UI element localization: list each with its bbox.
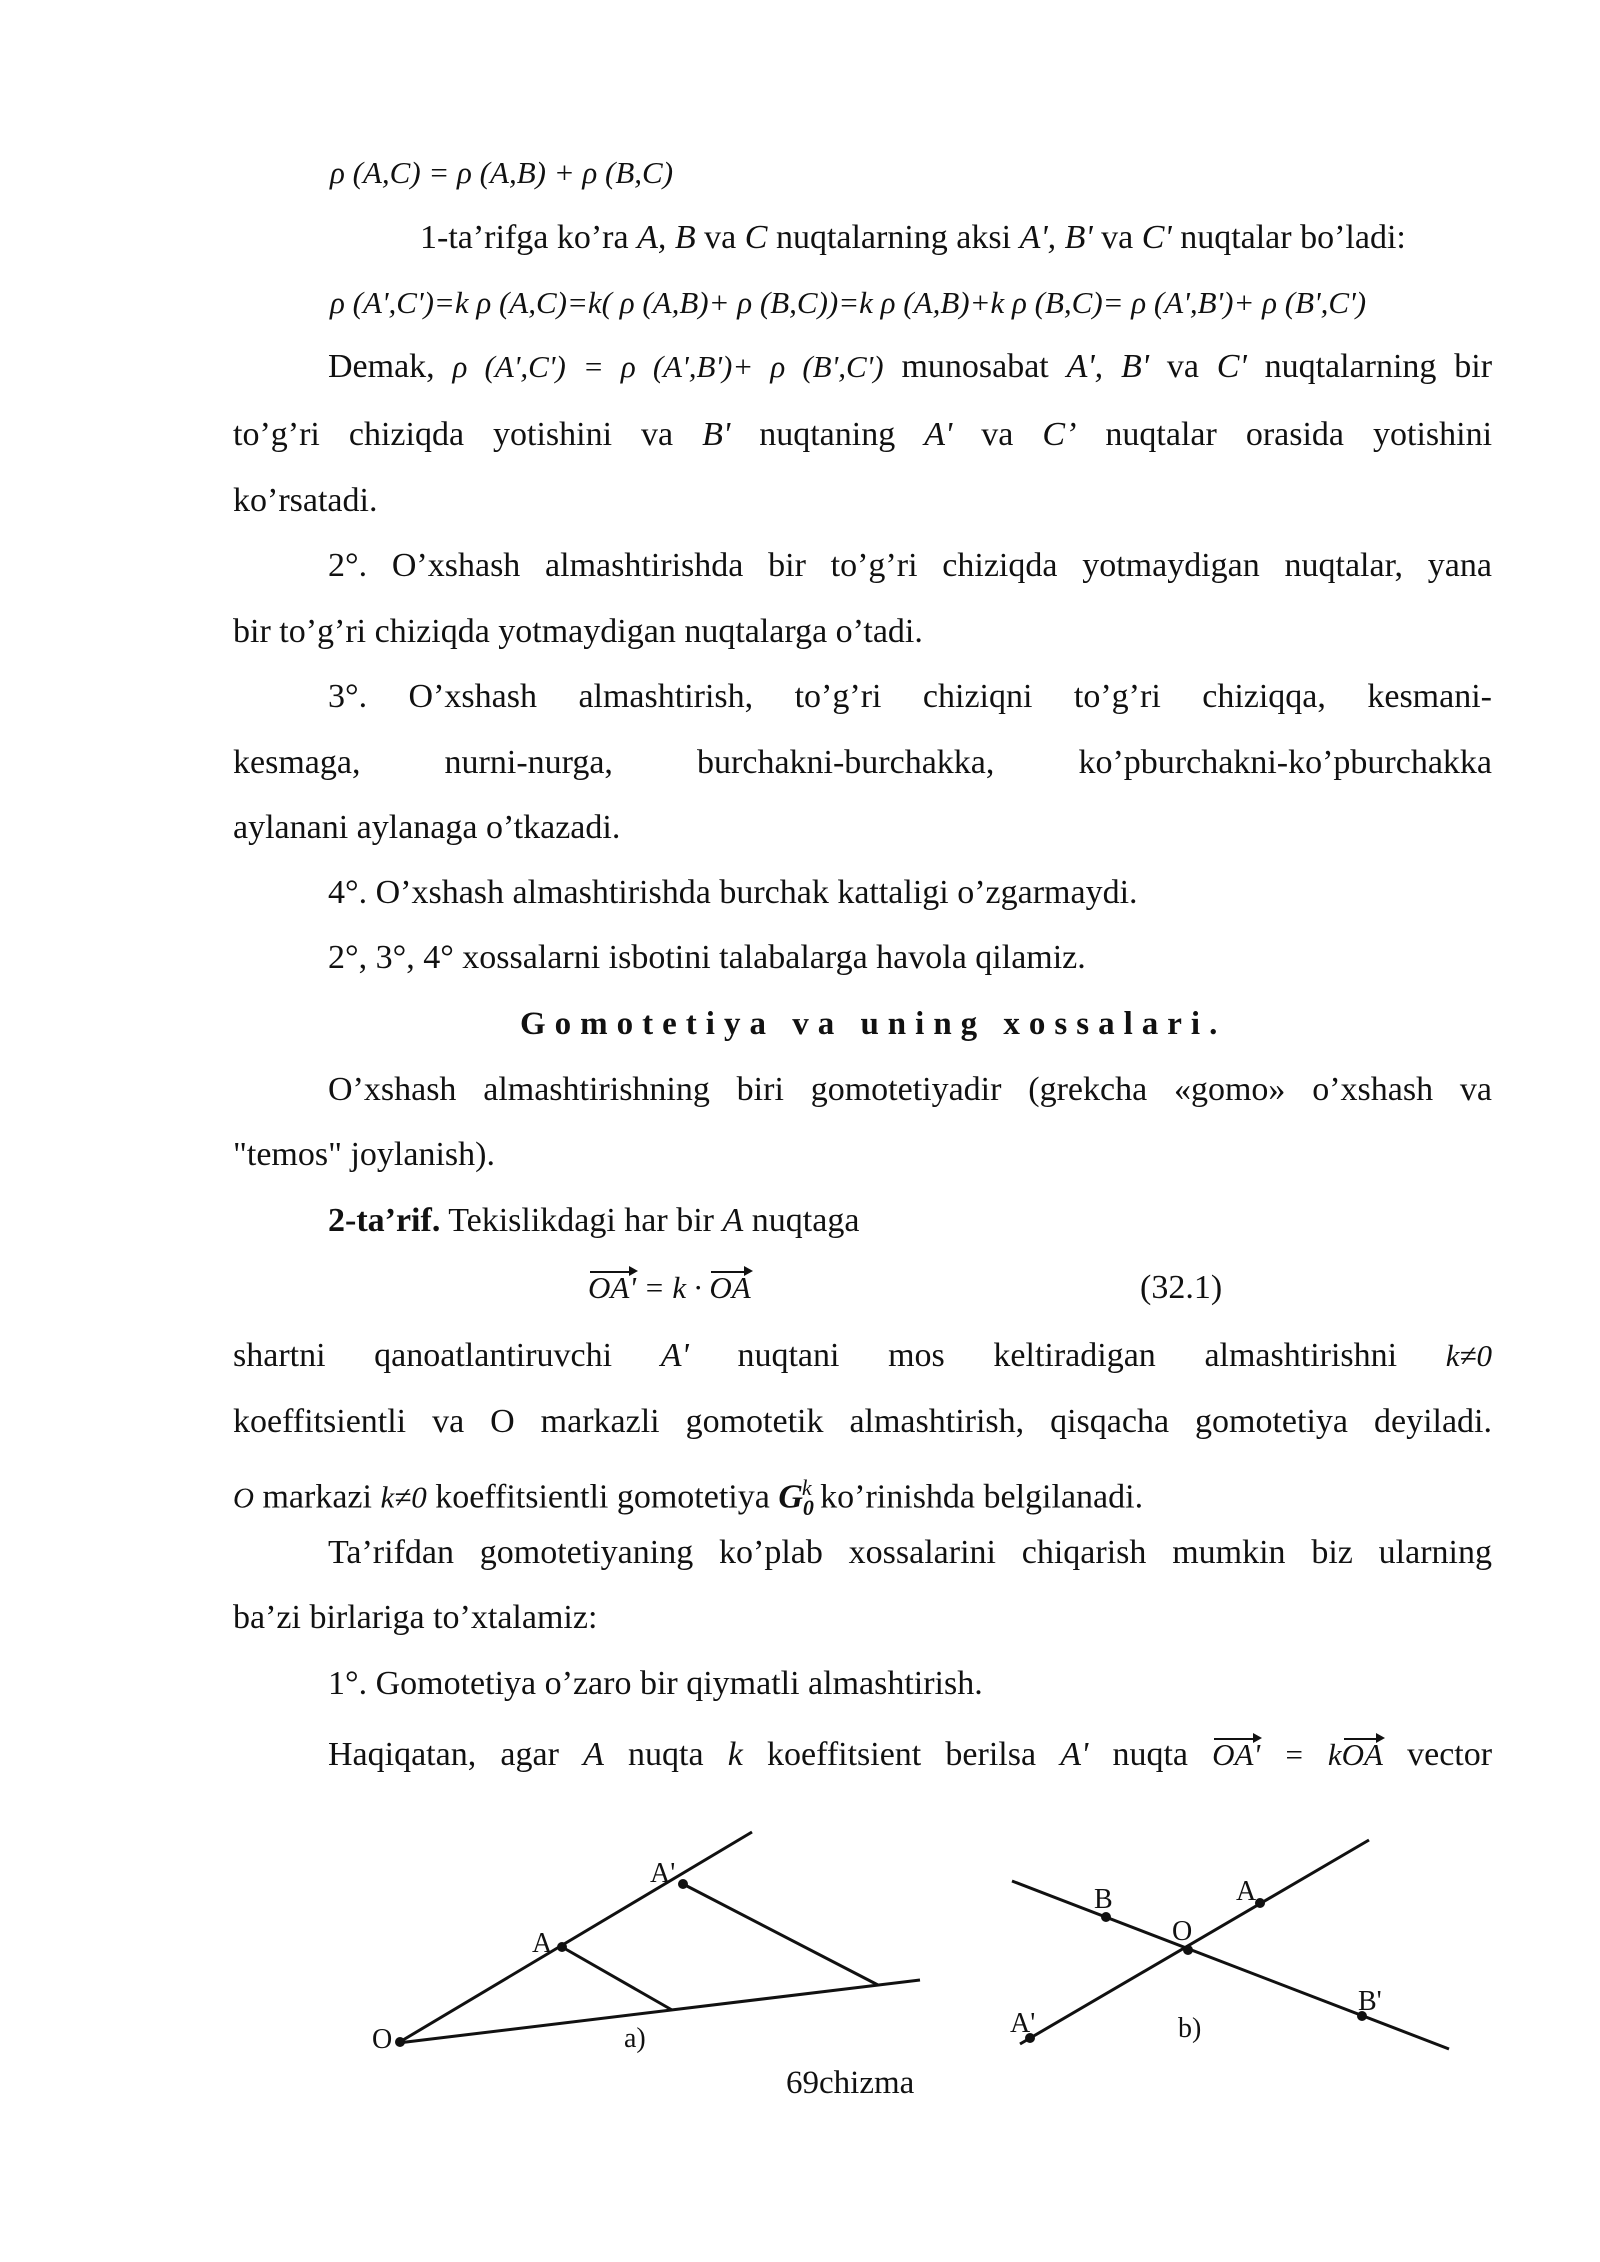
caption-a: a) xyxy=(624,2023,646,2054)
text-span: Haqiqatan, xyxy=(328,1736,477,1773)
text-span: nuqta xyxy=(1112,1736,1188,1773)
math-superscript: k xyxy=(801,1475,812,1500)
segment-from-A-prime xyxy=(683,1884,878,1985)
math-var: A', B' xyxy=(1019,219,1093,256)
text-line-21: ba’zi birlariga to’xtalamiz: xyxy=(233,1599,598,1636)
section-heading: Gomotetiya va uning xossalari. xyxy=(520,1006,1227,1042)
text-span: nuqtani mos keltiradigan almashtirishni xyxy=(737,1337,1398,1374)
ray-base xyxy=(398,1980,920,2043)
equation-number: (32.1) xyxy=(1140,1269,1223,1306)
text-span: va xyxy=(1101,219,1134,256)
text-span: va xyxy=(1166,348,1199,385)
math-subscript: 0 xyxy=(802,1495,814,1521)
label-A: A xyxy=(1236,1876,1257,1907)
vector-OA-prime: OA' xyxy=(1212,1735,1260,1775)
label-O: O xyxy=(372,2024,393,2055)
math-var: A xyxy=(722,1202,744,1239)
text-span: nuqtaning xyxy=(759,416,896,453)
math-var: C xyxy=(744,219,768,256)
text-span: nuqtalarning bir xyxy=(1264,348,1493,385)
math-var: A, B xyxy=(637,219,696,256)
text-line-20: Ta’rifdan gomotetiyaning ko’plab xossalarini chiqarish mumkin biz ularning xyxy=(328,1534,1492,1571)
math-var: O xyxy=(233,1482,254,1515)
text-span: ko’rinishda belgilanadi. xyxy=(820,1478,1144,1516)
text-span: vector xyxy=(1407,1736,1493,1773)
text-line-8: bir to’g’ri chiziqda yotmaydigan nuqtalarga o’tadi. xyxy=(233,613,923,650)
math-var: A' xyxy=(1060,1736,1089,1773)
text-line-12: 4°. O’xshash almashtirishda burchak kattaligi o’zgarmaydi. xyxy=(328,874,1138,911)
text-span: koeffitsientli gomotetiya xyxy=(435,1478,770,1516)
text-span: nuqtalar bo’ladi: xyxy=(1180,219,1406,256)
text-line-14: O’xshash almashtirishning biri gomotetiyadir (grekcha «gomo» o’xshash va xyxy=(328,1071,1492,1108)
math-var: A', B' xyxy=(1066,348,1150,385)
math-var: A' xyxy=(924,416,953,453)
formula-distance-scaling: ρ (A',C')=k ρ (A,C)=k( ρ (A,B)+ ρ (B,C))=k ρ (A,B)+k ρ (B,C)= ρ (A',B')+ ρ (B',C') xyxy=(330,285,1367,320)
text-span: nuqta xyxy=(628,1736,704,1773)
text-line-11: aylanani aylanaga o’tkazadi. xyxy=(233,809,621,846)
math-var: C' xyxy=(1141,219,1172,256)
label-B-prime: B' xyxy=(1358,1986,1382,2017)
text-span: to’g’ri chiziqda yotishini va xyxy=(233,416,674,453)
ray-OA xyxy=(398,1832,752,2043)
vector-OA: OA xyxy=(1342,1735,1383,1775)
text-span: koeffitsient berilsa xyxy=(767,1736,1037,1773)
point-A-prime xyxy=(678,1879,688,1889)
math-var: B' xyxy=(702,416,731,453)
text-span: Demak, xyxy=(328,348,435,385)
text-span: va xyxy=(981,416,1014,453)
text-line-6: ko’rsatadi. xyxy=(233,482,378,519)
label-A: A xyxy=(532,1928,553,1959)
equation-operator: = k xyxy=(1283,1737,1342,1772)
math-condition: k≠0 xyxy=(380,1479,427,1515)
text-span: Tekislikdagi har bir xyxy=(448,1202,714,1239)
point-A xyxy=(557,1942,567,1952)
label-A-prime: A' xyxy=(650,1858,676,1889)
figure-b xyxy=(1012,1840,1449,2049)
math-symbol-G: G xyxy=(778,1478,803,1516)
text-span: nuqtalarning aksi xyxy=(775,219,1012,256)
math-var: A' xyxy=(660,1337,689,1374)
text-line-13: 2°, 3°, 4° xossalarni isbotini talabalarga havola qilamiz. xyxy=(328,939,1086,976)
math-condition: k≠0 xyxy=(1445,1338,1493,1373)
formula-distance-sum: ρ (A,C) = ρ (A,B) + ρ (B,C) xyxy=(330,155,674,190)
text-line-22: 1°. Gomotetiya o’zaro bir qiymatli almashtirish. xyxy=(328,1665,983,1702)
vector-OA-prime: OA' xyxy=(588,1268,636,1308)
figure-caption: 69chizma xyxy=(786,2065,915,2101)
label-B: B xyxy=(1094,1884,1113,1915)
text-span: agar xyxy=(500,1736,559,1773)
label-A-prime: A' xyxy=(1010,2008,1036,2039)
definition-label: 2-ta’rif. xyxy=(328,1202,441,1239)
text-line-15: "temos" joylanish). xyxy=(233,1136,495,1173)
text-span: shartni qanoatlantiruvchi xyxy=(233,1337,613,1374)
formula-inline: ρ (A',C') = ρ (A',B')+ ρ (B',C') xyxy=(452,349,884,384)
text-span: nuqtalar orasida yotishini xyxy=(1105,416,1493,453)
vector-OA: OA xyxy=(709,1268,750,1308)
segment-from-A xyxy=(562,1947,672,2010)
text-span: nuqtaga xyxy=(751,1202,860,1239)
text-line-9: 3°. O’xshash almashtirish, to’g’ri chiziqni to’g’ri chiziqqa, kesmani- xyxy=(328,678,1492,715)
math-var: C’ xyxy=(1042,416,1077,453)
text-span: munosabat xyxy=(901,348,1049,385)
text-line-7: 2°. O’xshash almashtirishda bir to’g’ri chiziqda yotmaydigan nuqtalar, yana xyxy=(328,547,1492,584)
point-O xyxy=(395,2037,405,2047)
text-span: 1-ta’rifga ko’ra xyxy=(420,219,629,256)
figure-a-points xyxy=(395,1879,688,2047)
text-line-10: kesmaga, nurni-nurga, burchakni-burchakka, ko’pburchakni-ko’pburchakka xyxy=(233,744,1492,781)
text-span: markazi xyxy=(262,1478,372,1516)
caption-b: b) xyxy=(1178,2013,1202,2044)
label-O: O xyxy=(1172,1916,1193,1947)
point-A xyxy=(1255,1898,1265,1908)
equation-operator: = k · xyxy=(643,1270,702,1305)
text-line-18: koeffitsientli va O markazli gomotetik almashtirish, qisqacha gomotetiya deyiladi. xyxy=(233,1403,1492,1440)
math-var: A xyxy=(583,1736,604,1773)
text-span: va xyxy=(704,219,737,256)
math-var: C' xyxy=(1216,348,1247,385)
line-B-B-prime xyxy=(1012,1881,1449,2049)
math-var: k xyxy=(727,1736,743,1773)
